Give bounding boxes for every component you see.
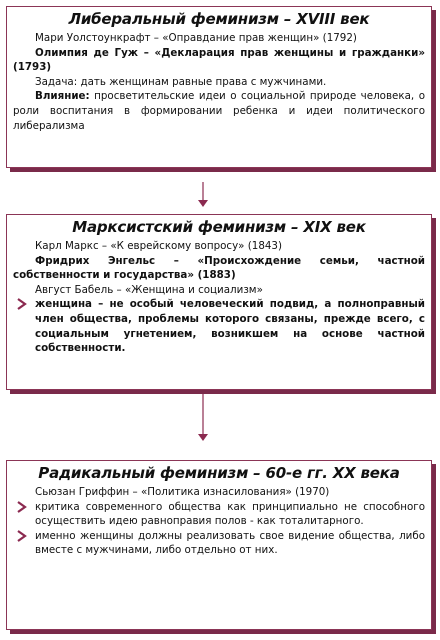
author-name: Карл Маркс: [35, 240, 99, 252]
liberal-feminism-title: Либеральный феминизм – XVIII век: [68, 10, 370, 28]
chevron-bullet-icon: [16, 530, 28, 542]
griffin-line: [13, 485, 425, 500]
author-name: Сьюзан Гриффин: [35, 486, 130, 498]
work-title: – «Женщина и социализм»: [113, 283, 263, 296]
task-label: Задача:: [35, 75, 78, 88]
bullet-item: [13, 529, 425, 558]
task-line: [13, 75, 425, 90]
author-name: Мари Уолстоункрафт: [35, 32, 151, 44]
influence-text: просветительские идеи о социальной природе человека, о роли воспитания в формировании ребенка и идеи политического либерализма: [13, 90, 425, 132]
author-name: Фридрих Энгельс: [35, 254, 156, 267]
bullet-text: женщина – не особый человеческий подвид, а полноправный член общества, проблемы которого связаны, прежде всего, с социальным угнетением, возникшем на основе частной собственности.: [35, 298, 425, 355]
work-title: – «Политика изнасилования» (1970): [129, 486, 330, 498]
bullet-text: критика современного общества как принципиально не способного осуществить идею равноправия полов - как тоталитарного.: [35, 500, 425, 528]
work-title: – «Декларация прав женщины и гражданки» (1793): [13, 46, 426, 74]
bullet-text: именно женщины должны реализовать свое видение общества, либо вместе с мужчинами, либо отдельно от них.: [35, 529, 425, 557]
radical-feminism-title: Радикальный феминизм – 60-е гг. XX века: [38, 464, 400, 482]
marx-line: [13, 239, 425, 254]
work-title: – «Оправдание прав женщин» (1792): [150, 32, 357, 44]
marxist-feminism-box: [6, 214, 432, 390]
chevron-bullet-icon: [16, 298, 28, 310]
radical-feminism-box: [6, 460, 432, 630]
de-gouges-line: [13, 46, 425, 75]
down-arrow-icon: [197, 394, 209, 442]
work-title: – «Происхождение семьи, частной собственности и государства» (1883): [13, 254, 425, 282]
marxist-feminism-title: Марксистский феминизм – XIX век: [72, 218, 366, 236]
chevron-bullet-icon: [16, 501, 28, 513]
author-name: Олимпия де Гуж: [35, 46, 139, 59]
down-arrow-icon: [197, 182, 209, 208]
influence-label: Влияние:: [35, 90, 90, 103]
bullet-item: [13, 297, 425, 355]
bullet-item: [13, 500, 425, 529]
bebel-line: [13, 283, 425, 298]
task-text: дать женщинам равные права с мужчинами.: [77, 75, 327, 88]
wollstonecraft-line: [13, 31, 425, 46]
liberal-feminism-box: [6, 6, 432, 168]
work-title: – «К еврейскому вопросу» (1843): [98, 240, 282, 252]
engels-line: [13, 254, 425, 283]
author-name: Август Бабель: [35, 283, 114, 296]
influence-line: [13, 89, 425, 133]
